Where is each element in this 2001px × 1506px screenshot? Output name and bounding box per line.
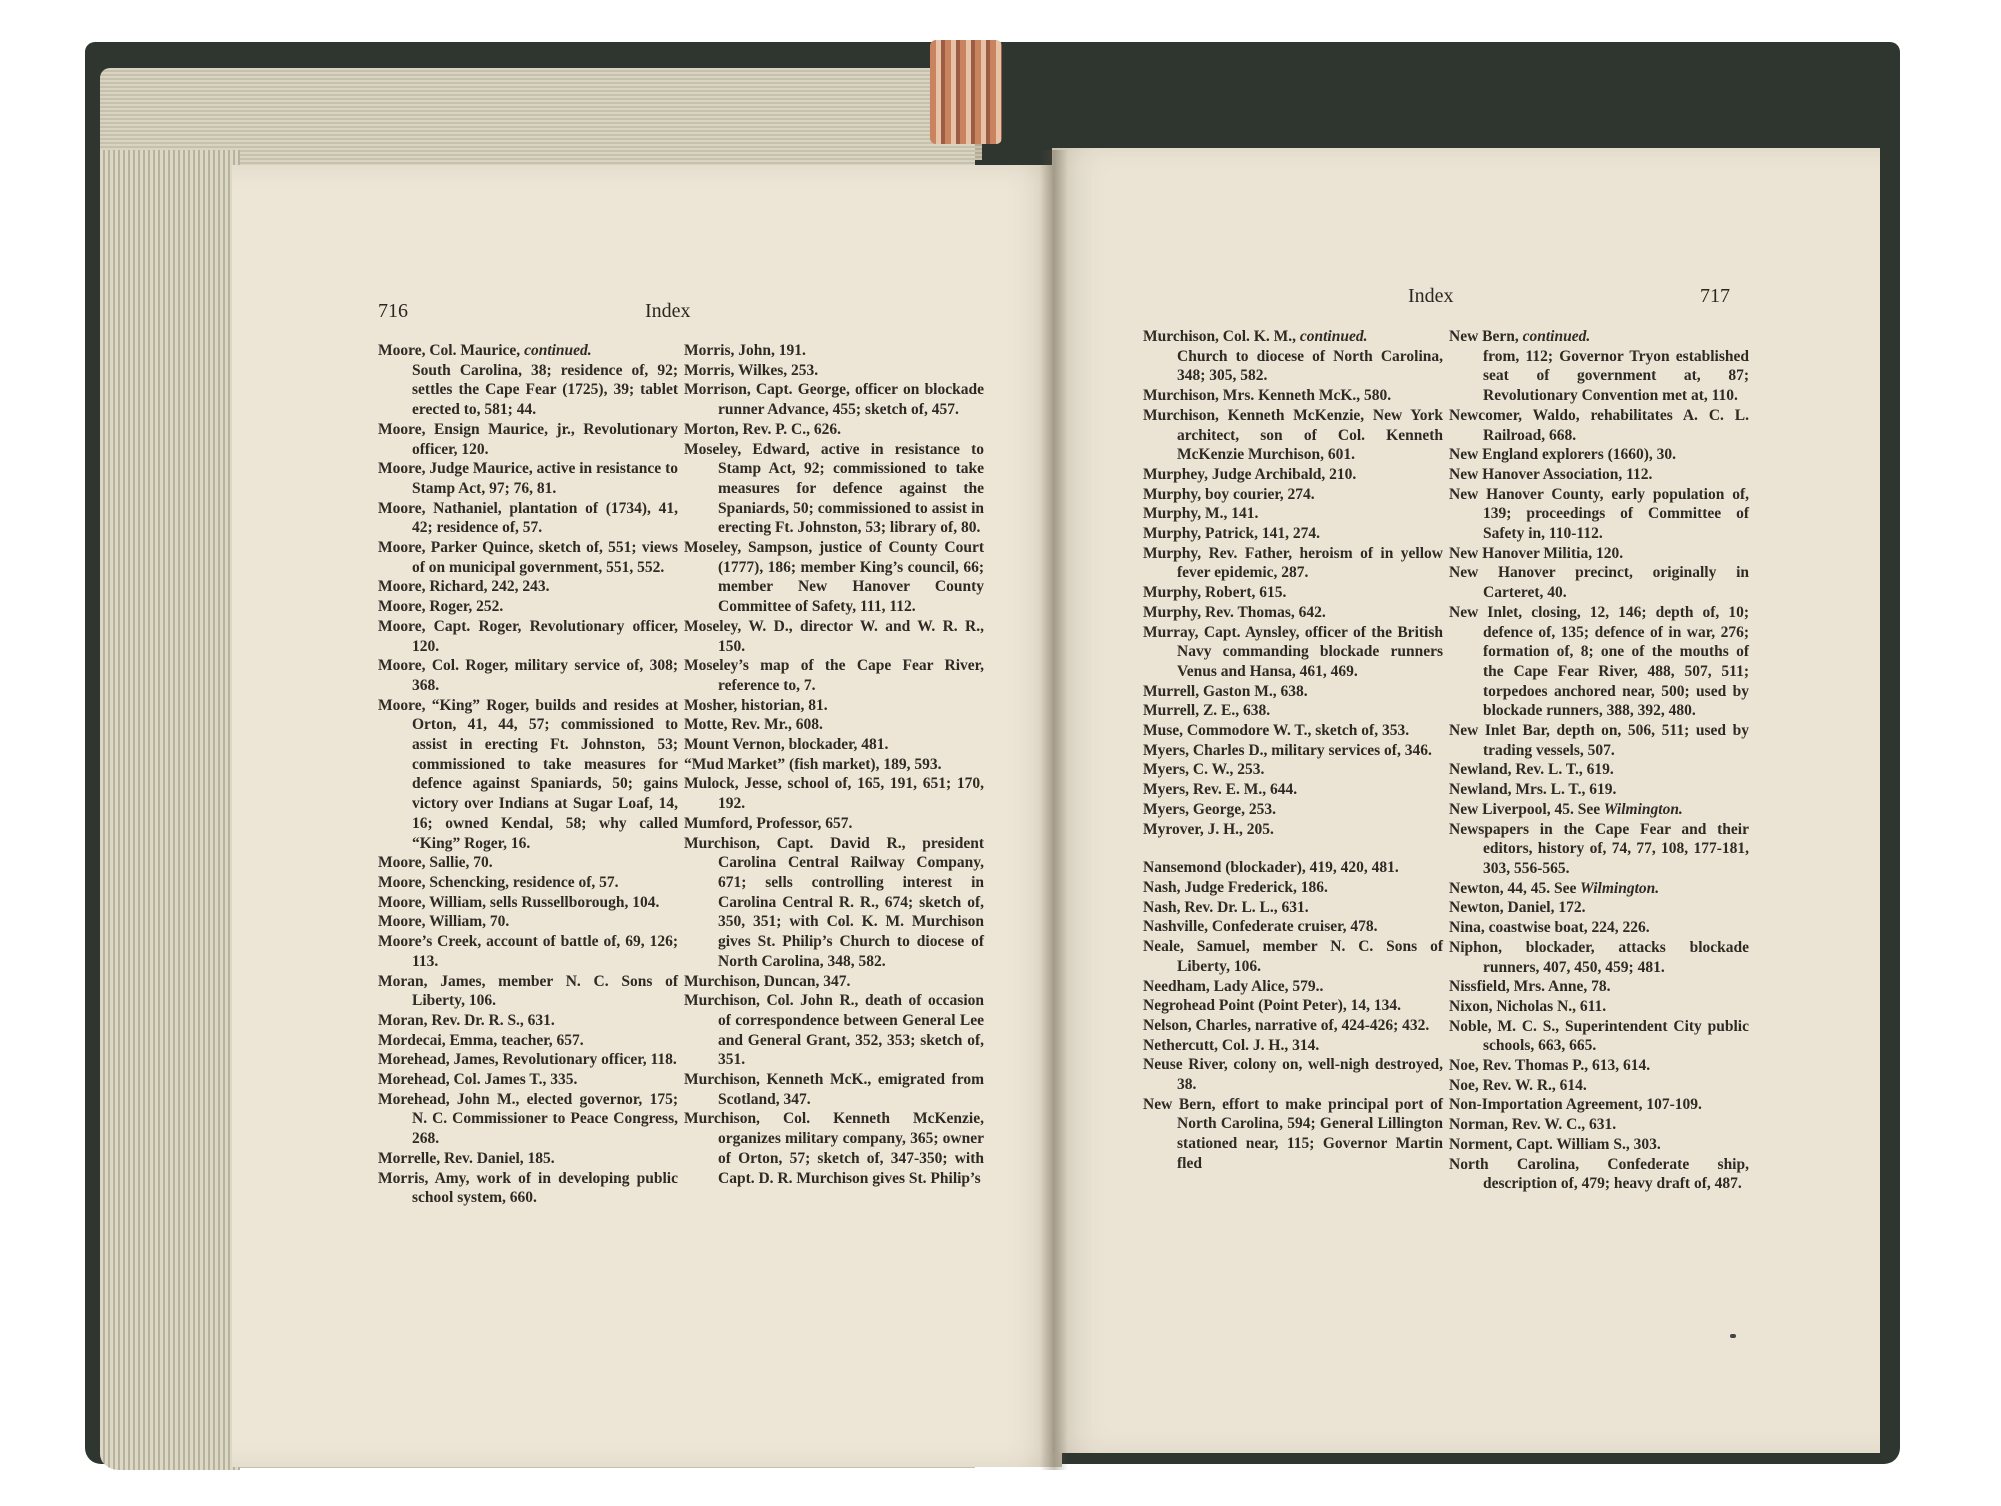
index-entry [378, 577, 678, 597]
entry-text: North Carolina, Confederate ship, description of, 479; heavy draft of, 487. [1449, 1155, 1749, 1193]
entry-text: Moore, Nathaniel, plantation of (1734), 41, 42; residence of, 57. [378, 499, 678, 537]
index-entry [378, 597, 678, 617]
entry-text: Murrell, Z. E., 638. [1143, 702, 1271, 720]
index-entry [1449, 918, 1749, 938]
entry-text: Nansemond (blockader), 419, 420, 481. [1143, 859, 1399, 877]
index-entry [1143, 406, 1443, 465]
entry-text: Noble, M. C. S., Superintendent City public schools, 663, 665. [1449, 1017, 1749, 1055]
index-entry [1143, 760, 1443, 780]
index-entry [684, 1109, 984, 1188]
gutter [1040, 150, 1068, 1470]
index-entry [378, 912, 678, 932]
entry-italic: Wilmington. [1600, 800, 1683, 818]
index-entry [378, 1169, 678, 1208]
index-entry [378, 853, 678, 873]
entry-text: Noe, Rev. Thomas P., 613, 614. [1449, 1057, 1651, 1075]
entry-text: New Inlet, closing, 12, 146; depth of, 10; defence of, 135; defence of in war, 276; formation of, 8; one of the mouths of the Cape Fear River, 488, 507, 511; torpedoes anchored near, 500; used by blockade runners, 388, 392, 480. [1449, 603, 1749, 720]
index-entry [1449, 977, 1749, 997]
entry-text: Murchison, Col. K. M., [1143, 328, 1296, 345]
entry-text: Moseley, Sampson, justice of County Court (1777), 186; member King’s council, 66; member New Hanover County Committee of Safety, 111, 112. [684, 539, 984, 616]
index-entry [1143, 485, 1443, 505]
right-running-head: Index [1408, 285, 1454, 307]
entry-text: Murray, Capt. Aynsley, officer of the British Navy commanding blockade runners Venus and Hansa, 461, 469. [1143, 623, 1443, 680]
index-entry [1449, 544, 1749, 564]
entry-italic: continued. [520, 342, 592, 359]
entry-text: Murchison, Duncan, 347. [684, 972, 851, 990]
index-entry [378, 538, 678, 577]
entry-text: Morehead, Col. James T., 335. [378, 1071, 578, 1089]
index-entry [378, 1149, 678, 1169]
index-entry [1143, 1095, 1443, 1174]
entry-text: Newton, Daniel, 172. [1449, 899, 1586, 917]
index-column [684, 341, 984, 1188]
entry-text: Moore, Schencking, residence of, 57. [378, 873, 619, 891]
index-entry [684, 774, 984, 813]
left-running-head: Index [645, 300, 691, 322]
entry-text: New England explorers (1660), 30. [1449, 446, 1677, 464]
entry-text: “Mud Market” (fish market), 189, 593. [684, 755, 942, 773]
index-entry [1449, 780, 1749, 800]
entry-text: Myers, Rev. E. M., 644. [1143, 781, 1298, 799]
index-entry [1143, 347, 1443, 386]
index-entry [684, 440, 984, 539]
index-entry [1449, 1076, 1749, 1096]
entry-text: Murrell, Gaston M., 638. [1143, 682, 1308, 700]
index-entry [1143, 504, 1443, 524]
index-entry [1449, 485, 1749, 544]
entry-text: Nethercutt, Col. J. H., 314. [1143, 1036, 1320, 1054]
entry-text: Moore, Col. Maurice, [378, 342, 521, 359]
index-entry [1143, 327, 1443, 347]
entry-text: Norment, Capt. William S., 303. [1449, 1135, 1661, 1153]
index-column [1143, 327, 1443, 1174]
entry-text: Moore’s Creek, account of battle of, 69, 126; 113. [378, 933, 678, 970]
index-entry [1449, 563, 1749, 602]
entry-text: Moore, Capt. Roger, Revolutionary officer, 120. [378, 617, 678, 655]
index-entry [1143, 741, 1443, 761]
entry-text: Motte, Rev. Mr., 608. [684, 716, 823, 734]
index-entry [378, 499, 678, 538]
entry-text: Newland, Mrs. L. T., 619. [1449, 781, 1617, 799]
entry-text: Murphy, Rev. Father, heroism of in yellow fever epidemic, 287. [1143, 544, 1443, 582]
fore-edge [100, 150, 240, 1470]
entry-text: from, 112; Governor Tryon established seat of government at, 87; Revolutionary Convention met at, 110. [1483, 347, 1749, 405]
index-entry [684, 380, 984, 419]
index-entry [1449, 406, 1749, 445]
entry-text: Muse, Commodore W. T., sketch of, 353. [1143, 722, 1410, 740]
index-entry [378, 1050, 678, 1070]
index-entry [1449, 445, 1749, 465]
entry-text: Murchison, Kenneth McK., emigrated from Scotland, 347. [684, 1071, 984, 1108]
index-entry [1449, 1115, 1749, 1135]
entry-text: Nixon, Nicholas N., 611. [1449, 997, 1607, 1015]
entry-text: Moore, Parker Quince, sketch of, 551; views of on municipal government, 551, 552. [378, 539, 678, 576]
index-entry [1143, 917, 1443, 937]
entry-text: Nashville, Confederate cruiser, 478. [1143, 918, 1378, 936]
index-entry [378, 656, 678, 695]
index-entry [684, 755, 984, 775]
entry-text: Moore, Judge Maurice, active in resistance to Stamp Act, 97; 76, 81. [378, 460, 678, 497]
index-entry [1449, 1155, 1749, 1194]
entry-text: New Hanover Association, 112. [1449, 465, 1653, 483]
index-entry [1143, 820, 1443, 840]
index-entry [684, 617, 984, 656]
index-entry [684, 834, 984, 972]
index-entry [1143, 682, 1443, 702]
entry-text: Morrison, Capt. George, officer on blockade runner Advance, 455; sketch of, 457. [684, 381, 984, 419]
entry-text: New Liverpool, 45. See [1449, 800, 1601, 818]
entry-text: New Hanover precinct, originally in Carteret, 40. [1449, 564, 1749, 602]
entry-text: Mount Vernon, blockader, 481. [684, 736, 889, 754]
entry-text: Non-Importation Agreement, 107-109. [1449, 1096, 1702, 1114]
entry-text: Murphy, boy courier, 274. [1143, 485, 1315, 503]
index-entry [684, 735, 984, 755]
entry-text: Murchison, Capt. David R., president Carolina Central Railway Company, 671; sells controlling interest in Carolina Central R. R., 674; sketch of, 350, 351; with Col. K. M. Murchison gives St. Philip’s Church to diocese of North Carolina, 348, 582. [684, 834, 984, 970]
index-entry [684, 972, 984, 992]
index-entry [1143, 701, 1443, 721]
entry-text: Nelson, Charles, narrative of, 424-426; 432. [1143, 1016, 1430, 1034]
entry-text: Needham, Lady Alice, 579.. [1143, 977, 1324, 995]
index-entry [378, 696, 678, 854]
index-entry [1143, 603, 1443, 623]
entry-text: New Hanover County, early population of, 139; proceedings of Committee of Safety in, 110-112. [1449, 485, 1749, 543]
index-entry [1143, 1055, 1443, 1094]
index-entry [684, 656, 984, 695]
entry-text: Newspapers in the Cape Fear and their editors, history of, 74, 77, 108, 177-181, 303, 556-565. [1449, 820, 1749, 877]
entry-text: Newcomer, Waldo, rehabilitates A. C. L. Railroad, 668. [1449, 406, 1749, 444]
entry-text: Neuse River, colony on, well-nigh destroyed, 38. [1143, 1056, 1443, 1094]
entry-italic: continued. [1518, 328, 1591, 345]
entry-text: Moore, Col. Roger, military service of, 308; 368. [378, 657, 678, 694]
index-entry [378, 341, 678, 361]
index-entry [1449, 879, 1749, 899]
entry-text: Norman, Rev. W. C., 631. [1449, 1116, 1617, 1134]
entry-text: Murphy, Rev. Thomas, 642. [1143, 603, 1326, 621]
entry-text: Moran, Rev. Dr. R. S., 631. [378, 1011, 555, 1029]
index-entry [1449, 327, 1749, 347]
index-entry [1143, 386, 1443, 406]
index-entry [1143, 996, 1443, 1016]
entry-text: South Carolina, 38; residence of, 92; settles the Cape Fear (1725), 39; tablet erected to, 581; 44. [412, 361, 678, 419]
entry-text: New Hanover Militia, 120. [1449, 544, 1624, 562]
index-entry [1143, 721, 1443, 741]
ink-speck [1730, 1334, 1736, 1338]
index-entry [378, 459, 678, 498]
index-entry [1143, 1016, 1443, 1036]
entry-text: Church to diocese of North Carolina, 348; 305, 582. [1177, 347, 1443, 385]
index-entry [1449, 997, 1749, 1017]
index-entry [1143, 623, 1443, 682]
index-entry [1449, 1017, 1749, 1056]
entry-text: Nash, Judge Frederick, 186. [1143, 878, 1328, 896]
entry-text: Myers, C. W., 253. [1143, 761, 1265, 779]
entry-text: Murchison, Col. Kenneth McKenzie, organizes military company, 365; owner of Orton, 57; sketch of, 347-350; with Capt. D. R. Murchison gives St. Philip’s [684, 1110, 984, 1187]
entry-text: Murchison, Col. John R., death of occasion of correspondence between General Lee and General Grant, 352, 353; sketch of, 351. [684, 992, 984, 1069]
index-entry [378, 1011, 678, 1031]
entry-text: Murphey, Judge Archibald, 210. [1143, 465, 1357, 483]
index-entry [684, 991, 984, 1070]
index-entry [1449, 938, 1749, 977]
index-entry [378, 420, 678, 459]
index-entry [1449, 1056, 1749, 1076]
entry-text: Moore, “King” Roger, builds and resides at Orton, 41, 44, 57; commissioned to assist in erecting Ft. Johnston, 53; commissioned to take measures for defence against Spaniards, 50; gains victory over Indians at Sugar Loaf, 14, 16; owned Kendal, 58; why called “King” Roger, 16. [378, 696, 678, 852]
entry-text: Mumford, Professor, 657. [684, 814, 853, 832]
index-entry [1143, 858, 1443, 878]
index-entry [1449, 1135, 1749, 1155]
entry-text: Moseley’s map of the Cape Fear River, reference to, 7. [684, 657, 984, 694]
entry-text: Morton, Rev. P. C., 626. [684, 420, 841, 438]
entry-text: Moseley, Edward, active in resistance to Stamp Act, 92; commissioned to take measures for defence against the Spaniards, 50; commissioned to assist in erecting Ft. Johnston, 53; library of, 80. [684, 440, 984, 537]
entry-text: Newton, 44, 45. See [1449, 879, 1577, 897]
entry-text: Mordecai, Emma, teacher, 657. [378, 1031, 584, 1049]
index-entry [1143, 878, 1443, 898]
entry-text: Negrohead Point (Point Peter), 14, 134. [1143, 997, 1401, 1015]
entry-text: Nash, Rev. Dr. L. L., 631. [1143, 898, 1309, 916]
entry-text: Morehead, James, Revolutionary officer, 118. [378, 1051, 677, 1069]
index-entry [1143, 465, 1443, 485]
entry-text: Murphy, M., 141. [1143, 505, 1259, 523]
index-entry [1143, 977, 1443, 997]
index-entry [1449, 603, 1749, 721]
index-entry [1449, 347, 1749, 406]
right-page-number: 717 [1700, 285, 1730, 307]
index-entry [1143, 780, 1443, 800]
index-entry [378, 932, 678, 971]
entry-text: Morrelle, Rev. Daniel, 185. [378, 1149, 555, 1167]
index-entry [378, 1090, 678, 1149]
entry-text: Morris, Wilkes, 253. [684, 361, 819, 379]
index-entry [684, 361, 984, 381]
entry-text: Murphy, Patrick, 141, 274. [1143, 525, 1320, 543]
index-entry [684, 538, 984, 617]
entry-text: Newland, Rev. L. T., 619. [1449, 761, 1614, 779]
headband [930, 40, 1002, 144]
entry-text: Nina, coastwise boat, 224, 226. [1449, 919, 1650, 937]
entry-text: Morris, John, 191. [684, 342, 806, 359]
index-entry [1143, 544, 1443, 583]
entry-text: Murchison, Mrs. Kenneth McK., 580. [1143, 387, 1392, 405]
entry-text: Murphy, Robert, 615. [1143, 584, 1287, 602]
entry-text: Moore, William, 70. [378, 913, 510, 931]
index-entry [378, 873, 678, 893]
index-entry [684, 1070, 984, 1109]
entry-text: Moore, Ensign Maurice, jr., Revolutionary officer, 120. [378, 420, 678, 458]
entry-text: Noe, Rev. W. R., 614. [1449, 1076, 1587, 1094]
entry-text: New Bern, [1449, 328, 1519, 345]
entry-text: Moran, James, member N. C. Sons of Liberty, 106. [378, 972, 678, 1010]
index-entry [378, 972, 678, 1011]
index-entry [378, 893, 678, 913]
index-entry [1143, 524, 1443, 544]
index-entry [1143, 800, 1443, 820]
index-entry [1143, 1036, 1443, 1056]
index-entry [684, 420, 984, 440]
entry-text: New Inlet Bar, depth on, 506, 511; used by trading vessels, 507. [1449, 722, 1749, 759]
entry-text: Moseley, W. D., director W. and W. R. R., 150. [684, 617, 984, 655]
index-entry [1449, 1095, 1749, 1115]
index-entry [1143, 898, 1443, 918]
index-entry [378, 1070, 678, 1090]
index-column [378, 341, 678, 1208]
index-entry [378, 361, 678, 420]
index-entry [684, 715, 984, 735]
left-page-number: 716 [378, 300, 408, 322]
entry-text: Moore, Roger, 252. [378, 598, 504, 616]
entry-text: Mulock, Jesse, school of, 165, 191, 651; 170, 192. [684, 775, 984, 813]
entry-text: Mosher, historian, 81. [684, 696, 828, 714]
index-entry [1449, 760, 1749, 780]
index-entry [1449, 721, 1749, 760]
index-entry [1449, 800, 1749, 820]
entry-text: Myers, George, 253. [1143, 800, 1276, 818]
entry-text: Myers, Charles D., military services of, 346. [1143, 741, 1432, 759]
index-entry [684, 696, 984, 716]
entry-text: Morris, Amy, work of in developing public school system, 660. [378, 1169, 678, 1207]
index-entry [684, 814, 984, 834]
index-entry [1449, 820, 1749, 879]
entry-text: Myrover, J. H., 205. [1143, 820, 1274, 838]
entry-italic: continued. [1296, 328, 1368, 345]
index-entry [1143, 937, 1443, 976]
index-column [1449, 327, 1749, 1194]
entry-text: Neale, Samuel, member N. C. Sons of Liberty, 106. [1143, 938, 1443, 975]
letter-gap [1143, 839, 1443, 858]
index-entry [1449, 465, 1749, 485]
index-entry [378, 617, 678, 656]
index-entry [684, 341, 984, 361]
index-entry [1143, 583, 1443, 603]
entry-text: Moore, Richard, 242, 243. [378, 578, 550, 596]
index-entry [378, 1031, 678, 1051]
entry-text: New Bern, effort to make principal port of North Carolina, 594; General Lillington stationed near, 115; Governor Martin fled [1143, 1095, 1443, 1172]
entry-text: Murchison, Kenneth McKenzie, New York architect, son of Col. Kenneth McKenzie Murchison, 601. [1143, 406, 1443, 464]
entry-text: Moore, William, sells Russellborough, 104. [378, 893, 660, 911]
entry-text: Nissfield, Mrs. Anne, 78. [1449, 978, 1611, 996]
entry-text: Moore, Sallie, 70. [378, 854, 493, 872]
entry-text: Morehead, John M., elected governor, 175; N. C. Commissioner to Peace Congress, 268. [378, 1090, 678, 1148]
entry-italic: Wilmington. [1576, 879, 1660, 897]
entry-text: Niphon, blockader, attacks blockade runners, 407, 450, 459; 481. [1449, 938, 1749, 976]
index-entry [1449, 898, 1749, 918]
